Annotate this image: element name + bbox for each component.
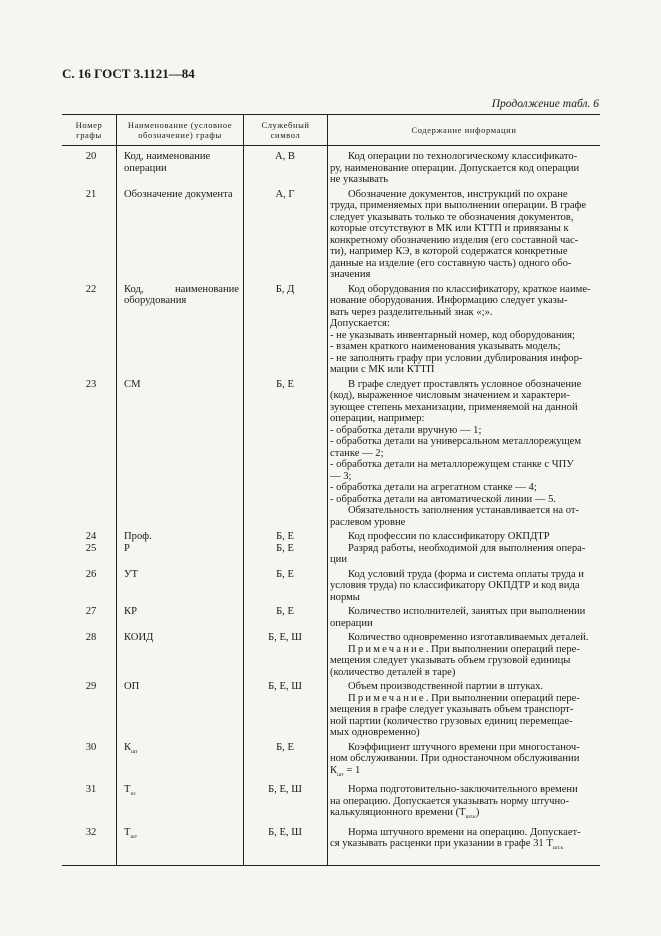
row-number: 22 xyxy=(85,283,97,295)
content-line-text: (код), выраженное числовым значением и характери- xyxy=(330,390,570,401)
content-line-text: Коэффициент штучного времени при многостаноч- xyxy=(348,741,580,753)
content-line-text: ном обслуживании. При одностаночном обслуживании xyxy=(330,753,580,764)
row-name xyxy=(116,569,243,604)
content-line xyxy=(330,632,600,644)
page-title: С. 16 ГОСТ 3.1121—84 xyxy=(62,66,195,81)
row-symbol: А, Г xyxy=(275,188,295,200)
row-name-text: К xyxy=(124,741,132,753)
content-line xyxy=(330,235,600,247)
content-line xyxy=(330,827,600,839)
column-header-number: Номер графы xyxy=(75,120,103,140)
row-content xyxy=(327,827,600,855)
row-name-text: СМ xyxy=(124,378,141,390)
row-name-text: Т xyxy=(124,826,131,838)
content-line xyxy=(330,212,600,224)
content-line xyxy=(330,693,600,705)
row-symbol: Б, Е xyxy=(276,568,294,580)
content-line xyxy=(330,163,600,175)
row-name-text: Т xyxy=(124,784,131,795)
row-name xyxy=(116,189,243,281)
row-name-text: Код, наименование операции xyxy=(124,151,211,174)
table-row xyxy=(62,531,600,543)
row-number: 27 xyxy=(85,606,97,617)
table-row xyxy=(62,151,600,186)
content-line xyxy=(330,531,600,543)
content-line-text: - не заполнять графу при условии дублирования инфор- xyxy=(330,352,583,364)
content-line xyxy=(330,644,600,656)
content-line xyxy=(330,618,600,630)
content-line-text: - обработка детали на агрегатном станке — 4; xyxy=(330,482,537,493)
content-line xyxy=(330,580,600,592)
table-row xyxy=(62,742,600,782)
row-number: 29 xyxy=(85,681,97,692)
content-line-text: ти), например КЭ, в которой содержатся конкретные xyxy=(330,246,568,257)
content-line-text: конкретному обозначению изделия (его составной час- xyxy=(330,234,579,246)
row-content xyxy=(327,189,600,281)
content-line xyxy=(330,436,600,448)
row-number: 20 xyxy=(85,151,97,162)
row-number: 28 xyxy=(85,632,97,643)
content-line xyxy=(330,341,600,353)
content-line xyxy=(330,269,600,281)
content-line-text: не указывать xyxy=(330,174,389,185)
content-line xyxy=(330,353,600,365)
row-name xyxy=(116,632,243,678)
table-row xyxy=(62,379,600,529)
row-symbol: Б, Е xyxy=(276,606,294,617)
content-line xyxy=(330,318,600,330)
content-line xyxy=(330,330,600,342)
content-line-text: ции xyxy=(330,554,348,565)
content-line xyxy=(330,667,600,679)
row-number: 21 xyxy=(85,188,97,200)
content-line xyxy=(330,459,600,471)
content-line xyxy=(330,413,600,425)
content-line-text: Код операции по технологическому классификато- xyxy=(348,151,578,162)
content-line-text: Обязательность заполнения устанавливается на от- xyxy=(348,505,580,516)
row-name-text: КР xyxy=(124,606,137,617)
content-line-text: Норма подготовительно-заключительного времени xyxy=(348,784,578,795)
table-row xyxy=(62,681,600,739)
content-line xyxy=(330,174,600,186)
content-line xyxy=(330,753,600,765)
content-line-text: - взамен краткого наименования указывать модель; xyxy=(330,341,561,352)
row-content xyxy=(327,569,600,604)
content-line-text: нормы xyxy=(330,591,360,603)
content-line xyxy=(330,727,600,739)
content-line-text: значения xyxy=(330,269,371,280)
content-line xyxy=(330,189,600,201)
content-line-text: ) xyxy=(475,807,480,818)
content-line-text: следует указывать только те обозначения документов, xyxy=(330,211,574,223)
content-subscript: шт.к xyxy=(465,814,476,820)
row-content xyxy=(327,531,600,543)
column-header-content: Содержание информации xyxy=(327,115,600,145)
content-line xyxy=(330,765,600,782)
row-name xyxy=(116,284,243,376)
table-row xyxy=(62,569,600,604)
table-row xyxy=(62,606,600,629)
content-line-text: - обработка детали вручную — 1; xyxy=(330,424,482,436)
row-content xyxy=(327,681,600,739)
content-line xyxy=(330,606,600,618)
content-line xyxy=(330,494,600,506)
row-name xyxy=(116,827,243,855)
content-line-text: Обозначение документов, инструкций по охране xyxy=(348,188,568,200)
content-line xyxy=(330,517,600,529)
content-subscript: шт xyxy=(337,771,344,778)
table-body xyxy=(62,146,600,865)
content-line-text: (количество деталей в таре) xyxy=(330,666,456,678)
content-line-text: ру, наименование операции. Допускается код операции xyxy=(330,162,580,174)
content-line-text: ся указывать расценки при указании в графе 31 Т xyxy=(330,838,553,849)
row-name xyxy=(116,606,243,629)
content-line xyxy=(330,223,600,235)
content-line xyxy=(330,471,600,483)
content-line-text: - не указывать инвентарный номер, код оборудования; xyxy=(330,329,575,341)
table-row xyxy=(62,784,600,824)
content-line xyxy=(330,379,600,391)
row-symbol: Б, Е, Ш xyxy=(268,784,302,795)
content-line-text: - обработка детали на автоматической линии — 5. xyxy=(330,493,557,505)
content-line xyxy=(330,796,600,808)
table-row xyxy=(62,284,600,376)
content-line-text: - обработка детали на металлорежущем станке с ЧПУ xyxy=(330,459,574,470)
content-line-text: на операцию. Допускается указывать норму штучно- xyxy=(330,795,570,807)
row-name-subscript: шт xyxy=(131,748,138,755)
content-line xyxy=(330,448,600,460)
row-name-subscript: шт xyxy=(130,833,138,840)
table-row xyxy=(62,543,600,566)
content-line xyxy=(330,655,600,667)
content-line-text: Допускается: xyxy=(330,318,390,329)
note-label: Примечание xyxy=(348,692,426,704)
content-line xyxy=(330,592,600,604)
row-content xyxy=(327,632,600,678)
content-subscript: шт.к xyxy=(552,845,564,851)
content-line xyxy=(330,402,600,414)
data-table xyxy=(62,114,600,866)
row-name-text: ОП xyxy=(124,681,140,692)
row-name-text: КОИД xyxy=(124,632,154,643)
row-name xyxy=(116,681,243,739)
column-header-symbol: Служебный символ xyxy=(243,115,327,145)
content-line-text: зующее степень механизации, применяемой на данной xyxy=(330,401,578,413)
row-content xyxy=(327,742,600,782)
content-line xyxy=(330,482,600,494)
content-line-text: . При выполнении операций пере- xyxy=(425,643,580,655)
row-name-text: Проф. xyxy=(124,531,152,542)
row-symbol: Б, Е xyxy=(276,542,294,554)
content-line-text: мых одновременно) xyxy=(330,727,420,738)
row-name-subscript: пз xyxy=(130,791,136,797)
content-line-text: мещения в графе следует указывать объем транспорт- xyxy=(330,704,574,715)
content-line-text: . При выполнении операций пере- xyxy=(425,692,580,704)
content-line-text: мещения следует указывать объем грузовой единицы xyxy=(330,655,571,666)
table-row xyxy=(62,827,600,855)
content-line-text: которые отсутствуют в МК или КТТП и привязаны к xyxy=(330,223,569,234)
content-line xyxy=(330,307,600,319)
content-line xyxy=(330,284,600,296)
column-header-name: Наименование (условное обозначение) графы xyxy=(116,115,243,145)
row-name-text: УТ xyxy=(124,568,138,580)
row-symbol: Б, Е xyxy=(276,378,294,390)
content-line-text: - обработка детали на универсальном металлорежущем xyxy=(330,436,582,447)
content-line xyxy=(330,716,600,728)
content-line-text: труда, применяемых при выполнении операции. В графе xyxy=(330,200,587,211)
content-line xyxy=(330,200,600,212)
content-line-text: Количество исполнителей, занятых при выполнении xyxy=(348,606,586,617)
content-line-text: В графе следует проставлять условное обозначение xyxy=(348,378,582,390)
content-line xyxy=(330,258,600,270)
row-name xyxy=(116,151,243,186)
row-symbol: Б, Е, Ш xyxy=(268,632,302,643)
content-line xyxy=(330,838,600,855)
content-line xyxy=(330,704,600,716)
row-name-text: Р xyxy=(124,542,130,554)
content-line-text: Код условий труда (форма и система оплаты труда и xyxy=(348,568,584,580)
content-line-text: Разряд работы, необходимой для выполнения опера- xyxy=(348,542,586,554)
content-line xyxy=(330,569,600,581)
content-line xyxy=(330,390,600,402)
content-line xyxy=(330,807,600,824)
content-line xyxy=(330,425,600,437)
row-number: 32 xyxy=(85,826,97,838)
row-name-text: Обозначение документа xyxy=(124,188,233,200)
row-content xyxy=(327,284,600,376)
content-line xyxy=(330,151,600,163)
row-symbol: Б, Е xyxy=(276,531,294,542)
row-name xyxy=(116,379,243,529)
row-name xyxy=(116,742,243,782)
content-line-text: ной партии (количество грузовых единиц перемещае- xyxy=(330,715,573,727)
table-continuation-caption: Продолжение табл. 6 xyxy=(491,98,599,110)
content-line-text: мации с МК или КТТП xyxy=(330,364,435,375)
row-name xyxy=(116,543,243,566)
content-line-text: калькуляционного времени (Т xyxy=(330,807,466,818)
row-symbol: Б, Е xyxy=(276,741,294,753)
content-line-text: Объем производственной партии в штуках. xyxy=(348,681,544,692)
row-number: 26 xyxy=(85,568,97,580)
row-symbol: Б, Д xyxy=(275,283,295,295)
row-number: 25 xyxy=(85,542,97,554)
row-number: 31 xyxy=(85,784,97,795)
row-symbol: Б, Е, Ш xyxy=(268,681,302,692)
content-line-text: Количество одновременно изготавливаемых деталей. xyxy=(348,632,589,643)
content-line-text: раслевом уровне xyxy=(330,516,406,528)
row-content xyxy=(327,606,600,629)
content-line-text: операции, например: xyxy=(330,413,425,424)
content-line-text: Норма штучного времени на операцию. Допускает- xyxy=(348,826,581,838)
row-number: 23 xyxy=(85,378,97,390)
row-name xyxy=(116,531,243,543)
row-number: 30 xyxy=(85,741,97,753)
content-line xyxy=(330,505,600,517)
content-line-text: К xyxy=(330,764,338,776)
table-row xyxy=(62,632,600,678)
table-header xyxy=(62,115,600,146)
content-line xyxy=(330,784,600,796)
content-line xyxy=(330,681,600,693)
content-line-text: нование оборудования. Информацию следует указы- xyxy=(330,295,568,306)
content-line-text: данные на изделие (его составную часть) одного обо- xyxy=(330,257,572,269)
content-line xyxy=(330,554,600,566)
row-content xyxy=(327,784,600,824)
content-line-text: вать через разделительный знак «;». xyxy=(330,306,493,318)
row-name-text: Код, наименование оборудования xyxy=(124,283,239,306)
content-line xyxy=(330,742,600,754)
content-line-text: = 1 xyxy=(343,764,361,776)
content-line-text: Код профессии по классификатору ОКПДТР xyxy=(348,531,550,542)
content-line xyxy=(330,364,600,376)
row-symbol: А, В xyxy=(274,151,295,162)
content-line-text: операции xyxy=(330,617,373,629)
content-line xyxy=(330,246,600,258)
content-line-text: станке — 2; xyxy=(330,447,384,459)
content-line-text: — 3; xyxy=(330,470,352,482)
row-symbol: Б, Е, Ш xyxy=(268,826,302,838)
row-content xyxy=(327,543,600,566)
content-line xyxy=(330,295,600,307)
row-number: 24 xyxy=(85,531,97,542)
note-label: Примечание xyxy=(348,643,426,655)
content-line-text: условия труда) по классификатору ОКПДТР и код вида xyxy=(330,580,580,591)
row-content xyxy=(327,379,600,529)
row-name xyxy=(116,784,243,824)
row-content xyxy=(327,151,600,186)
content-line xyxy=(330,543,600,555)
content-line-text: Код оборудования по классификатору, краткое наиме- xyxy=(348,283,591,295)
table-row xyxy=(62,189,600,281)
